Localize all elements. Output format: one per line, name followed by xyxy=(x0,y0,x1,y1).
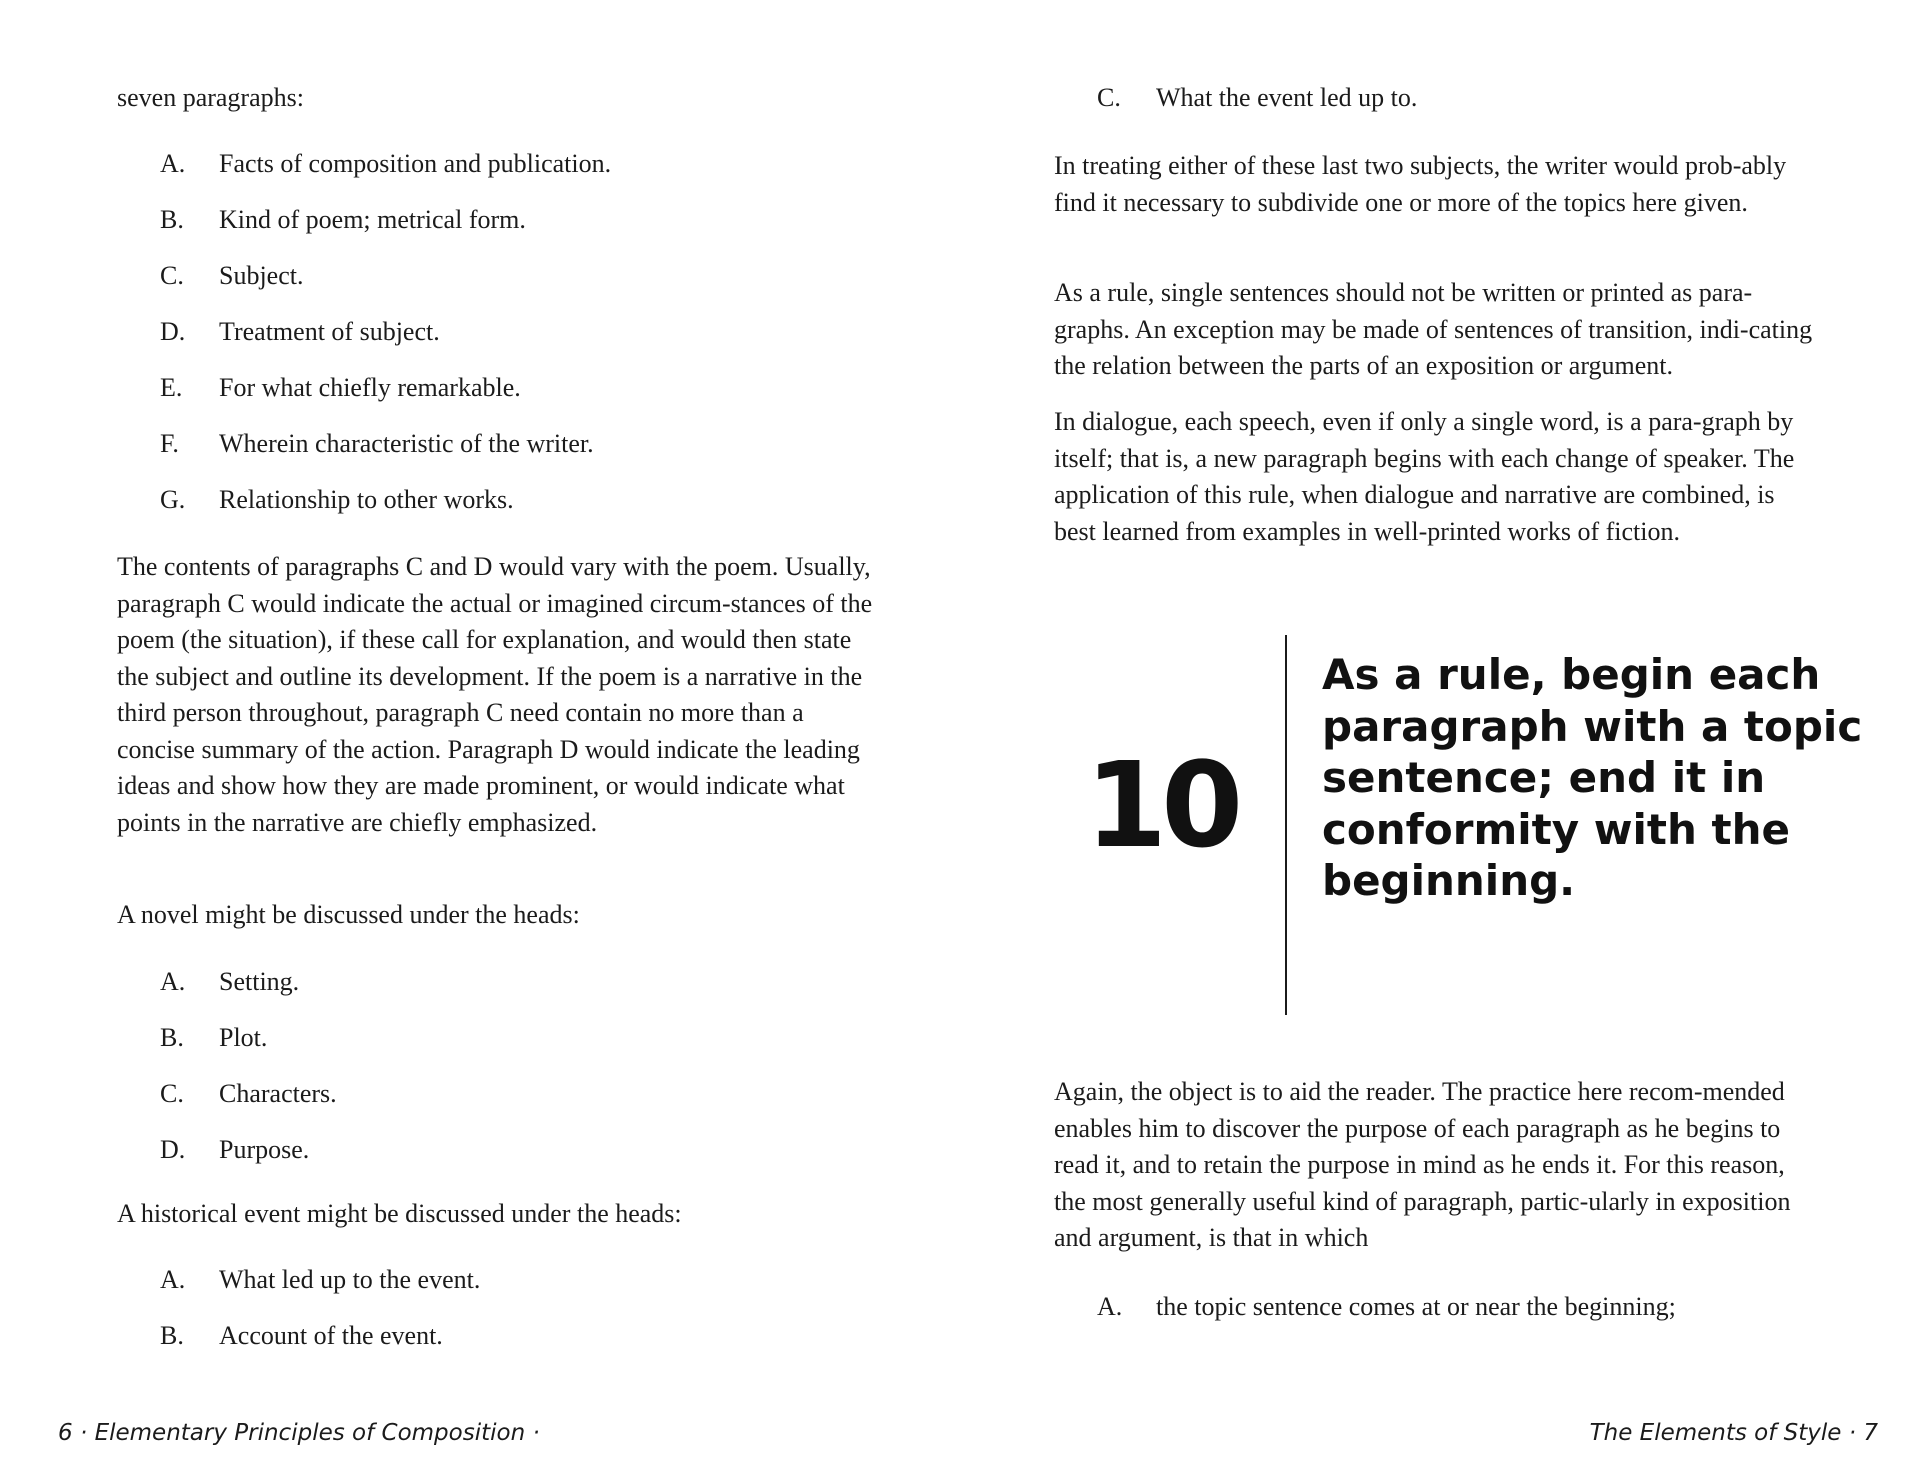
list-item xyxy=(160,1132,880,1188)
list-text: Kind of poem; metrical form. xyxy=(219,205,526,234)
right-page xyxy=(960,0,1920,1484)
list-text: Setting. xyxy=(219,967,300,996)
list-item xyxy=(160,314,880,370)
list-letter: F. xyxy=(160,429,179,458)
right-page-footer: The Elements of Style · 7 xyxy=(1589,1420,1878,1446)
list-text: Subject. xyxy=(219,261,304,290)
list-item xyxy=(160,964,880,1020)
list-item xyxy=(160,1262,880,1318)
list-letter: C. xyxy=(1097,83,1121,112)
historical-heads-list xyxy=(160,1262,880,1374)
paragraph-poem: The contents of paragraphs C and D would vary with the poem. Usually, paragraph C would indicate the actual or imagined circum-stances of the poem (the situation), if these call for explanation, and would then state the subject and outline its development. If the poem is a narrative in the third person throughout, paragraph C need contain no more than a concise summary of the action. Paragraph D would indicate the leading ideas and show how they are made prominent, or would indicate what points in the narrative are chiefly emphasized. xyxy=(117,552,873,837)
list-text: What led up to the event. xyxy=(219,1265,481,1294)
paragraph-again: Again, the object is to aid the reader. The practice here recom-mended enables him to discover the purpose of each paragraph as he begins to read it, and to retain the purpose in mind as he ends it. For this reason, the most generally useful kind of paragraph, partic-ularly in exposition and argument, is that in which xyxy=(1054,1077,1791,1252)
list-text: For what chiefly remarkable. xyxy=(219,373,521,402)
list-letter: G. xyxy=(160,485,186,514)
list-item xyxy=(160,202,880,258)
list-letter: A. xyxy=(1097,1292,1123,1321)
list-text: Characters. xyxy=(219,1079,337,1108)
rule-divider xyxy=(1285,635,1287,1015)
list-text: Account of the event. xyxy=(219,1321,443,1350)
list-letter: B. xyxy=(160,1321,184,1350)
rule-heading: As a rule, begin each paragraph with a topic sentence; end it in conformity with the beginning. xyxy=(1322,650,1863,905)
historical-intro: A historical event might be discussed under the heads: xyxy=(117,1199,682,1228)
list-letter: B. xyxy=(160,1023,184,1052)
list-text: What the event led up to. xyxy=(1156,83,1418,112)
novel-heads-list xyxy=(160,964,880,1188)
list-item xyxy=(160,146,880,202)
list-item xyxy=(160,258,880,314)
novel-intro: A novel might be discussed under the heads: xyxy=(117,900,580,929)
topic-heads-list xyxy=(1097,1289,1817,1345)
list-letter: C. xyxy=(160,1079,184,1108)
list-letter: B. xyxy=(160,205,184,234)
list-item xyxy=(1097,1289,1817,1345)
list-letter: A. xyxy=(160,1265,186,1294)
list-text: Wherein characteristic of the writer. xyxy=(219,429,594,458)
list-item xyxy=(160,1318,880,1374)
list-text: the topic sentence comes at or near the beginning; xyxy=(1156,1292,1676,1321)
left-page-footer: 6 · Elementary Principles of Composition · xyxy=(58,1420,540,1446)
list-item xyxy=(160,1020,880,1076)
list-text: Purpose. xyxy=(219,1135,310,1164)
historical-heads-continued-list xyxy=(1097,80,1817,136)
list-item xyxy=(160,1076,880,1132)
list-text: Plot. xyxy=(219,1023,268,1052)
rule-number: 10 xyxy=(1085,736,1238,874)
list-letter: E. xyxy=(160,373,183,402)
list-text: Relationship to other works. xyxy=(219,485,514,514)
list-item xyxy=(160,370,880,426)
rule-10-block xyxy=(960,635,1920,1015)
list-text: Treatment of subject. xyxy=(219,317,440,346)
list-letter: D. xyxy=(160,1135,186,1164)
paragraph-subdivide: In treating either of these last two subjects, the writer would prob-ably find it necessary to subdivide one or more of the topics here given. xyxy=(1054,151,1787,217)
list-letter: A. xyxy=(160,967,186,996)
list-item xyxy=(160,426,880,482)
poem-heads-list xyxy=(160,146,880,538)
list-letter: D. xyxy=(160,317,186,346)
list-letter: C. xyxy=(160,261,184,290)
paragraph-dialogue: In dialogue, each speech, even if only a single word, is a para-graph by itself; that is, a new paragraph begins with each change of speaker. The application of this rule, when dialogue and narrative are combined, is best learned from examples in well-printed works of fiction. xyxy=(1054,407,1795,546)
intro-text: seven paragraphs: xyxy=(117,83,304,112)
paragraph-single-sentences: As a rule, single sentences should not be written or printed as para-graphs. An exception may be made of sentences of transition, indi-cating the relation between the parts of an exposition or argument. xyxy=(1054,278,1813,380)
list-item xyxy=(160,482,880,538)
list-item xyxy=(1097,80,1817,136)
list-text: Facts of composition and publication. xyxy=(219,149,612,178)
list-letter: A. xyxy=(160,149,186,178)
